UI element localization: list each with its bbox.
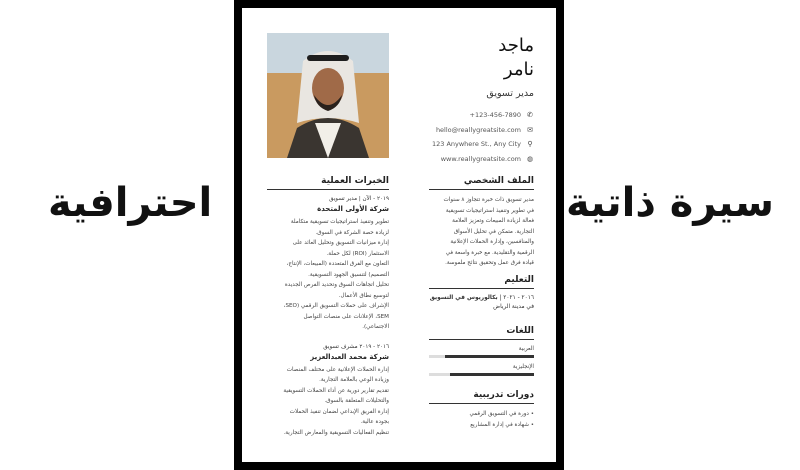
resume-job-title: مدير تسويق (486, 88, 534, 99)
profile-line: قيادة فرق عمل وتحقيق نتائج ملموسة. (445, 260, 534, 266)
side-title-right: سيرة ذاتية (566, 180, 774, 226)
profile-line: مدير تسويق ذات خبرة تتجاوز ٨ سنوات (443, 197, 534, 203)
phone-icon: ✆ (527, 111, 533, 119)
resume-right-column (429, 176, 534, 431)
location-icon: ⚲ (527, 140, 533, 148)
job-company: شركة محمد العبدالعزيز (310, 352, 389, 361)
contact-value: 123 Anywhere St., Any City (431, 140, 521, 148)
job-line: بجودة عالية. (360, 419, 389, 425)
job-meta: ٢٠١٦ - ٢٠١٩ مشرف تسويق (323, 343, 389, 350)
job-line: تقديم تقارير دورية عن أداء الحملات التسويقية (283, 387, 389, 394)
job-line: لتوسيع نطاق الأعمال. (338, 292, 389, 299)
education-years: ٢٠١٦ - ٢٠٢١ (503, 294, 534, 301)
resume-name (414, 34, 534, 82)
resume-name-line2: نامر (503, 59, 534, 80)
contact-value: www.reallygreatsite.com (440, 154, 521, 163)
job-line: SEM، الإعلانات على منصات التواصل (303, 313, 389, 320)
contact-value: hello@reallygreatsite.com (435, 125, 521, 134)
profile-line: التجارية. متمكن في تحليل الأسواق (453, 228, 534, 235)
contact-value: +123-456-7890 (469, 111, 521, 119)
job-company: شركة الأولى المتحدة (317, 205, 389, 213)
web-icon: ◍ (526, 154, 534, 163)
resume-frame (234, 0, 564, 470)
resume-page (242, 8, 556, 462)
job-line: الاجتماعي). (362, 324, 389, 330)
language-level-bar (429, 373, 534, 376)
job-line: لزيادة حصة الشركة في السوق. (315, 229, 389, 236)
job-entry (267, 195, 389, 333)
profile-heading: الملف الشخصي (429, 176, 534, 190)
job-line: الإشراف على حملات التسويق الرقمي (SEO، (283, 303, 389, 309)
job-line: التصميم) لتنسيق الجهود التسويقية. (308, 271, 389, 278)
contact-phone (404, 108, 534, 122)
profile-line: فعالة لزيادة المبيعات وتعزيز العلامة (452, 218, 534, 224)
language-name: الإنجليزية (512, 363, 534, 370)
email-icon: ✉ (527, 125, 533, 134)
job-entry (267, 343, 389, 439)
profile-line: في تطوير وتنفيذ استراتيجيات تسويقية (445, 207, 534, 214)
profile-text (429, 195, 534, 269)
contact-website (404, 152, 534, 166)
job-line: الاستثمار (ROI) لكل حملة. (326, 250, 389, 257)
contact-email (404, 123, 534, 137)
courses-heading: دورات تدريبية (429, 390, 534, 404)
education-school: في مدينة الرياض (493, 303, 534, 310)
profile-photo (267, 33, 389, 158)
job-line: تحليل اتجاهات السوق وتحديد الفرص الجديدة (284, 282, 389, 288)
education-degree: بكالوريوس في التسويق (429, 294, 498, 301)
resume-left-column (267, 176, 389, 438)
side-title-left: احترافية (48, 180, 213, 226)
language-item (429, 364, 534, 376)
language-level-bar (429, 355, 534, 358)
education-heading: التعليم (429, 275, 534, 289)
job-line: تطوير وتنفيذ استراتيجيات تسويقية متكاملة (290, 219, 389, 225)
language-item (429, 346, 534, 358)
contact-address (404, 137, 534, 151)
job-line: إدارة ميزانيات التسويق وتحليل العائد على (292, 240, 389, 246)
contact-list (404, 108, 534, 166)
job-line: وزيادة الوعي بالعلامة التجارية. (319, 377, 389, 383)
profile-line: والمنافسين، وإدارة الحملات الإعلانية (450, 239, 534, 245)
course-item: • دورة في التسويق الرقمي (429, 409, 534, 420)
profile-line: الرقمية والتقليدية. مع خبرة واسعة في (445, 249, 534, 256)
languages-heading: اللغات (429, 326, 534, 340)
course-item: • شهادة في إدارة المشاريع (429, 420, 534, 431)
job-meta: ٢٠١٩ - الآن | مدير تسويق (329, 196, 389, 202)
language-name: العربية (518, 345, 534, 352)
education-entry: ٢٠١٦ - ٢٠٢١ | بكالوريوس في التسويق (429, 294, 534, 301)
job-line: والتحليلات المتعلقة بالسوق. (324, 398, 389, 404)
job-line: إدارة الحملات الإعلانية على مختلف المنصات (286, 366, 389, 373)
language-level-fill (445, 355, 534, 358)
experience-heading: الخبرات العملية (267, 176, 389, 190)
resume-name-line1: ماجد (498, 35, 534, 56)
job-line: إدارة الفريق الإبداعي لضمان تنفيذ الحملات (289, 408, 389, 415)
job-line: تنظيم الفعاليات التسويقية والمعارض التجارية. (283, 429, 389, 436)
job-line: التعاون مع الفرق المتعددة (المبيعات، الإنتاج، (286, 261, 389, 267)
language-level-fill (450, 373, 534, 376)
